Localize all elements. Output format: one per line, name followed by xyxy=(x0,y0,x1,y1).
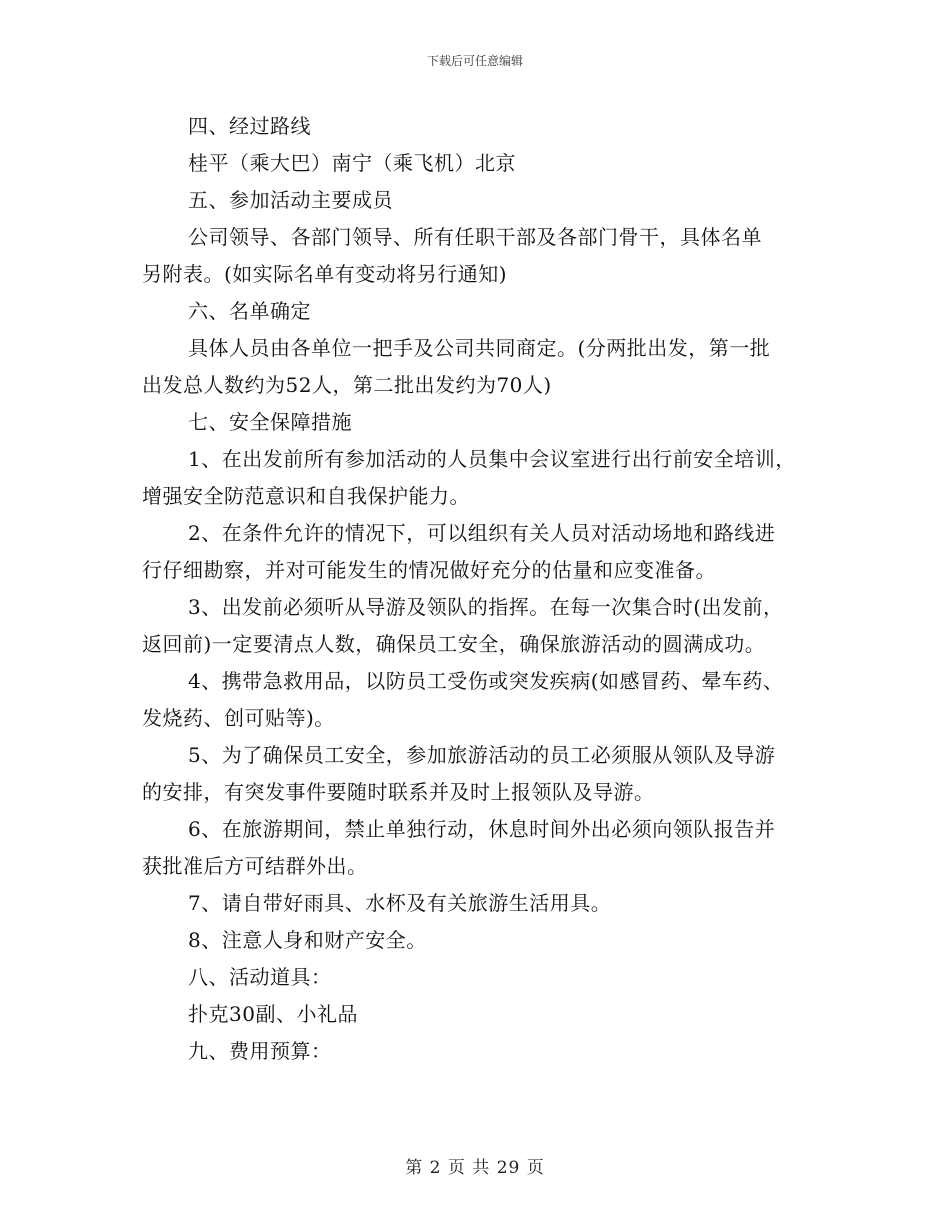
text-line: 五、参加活动主要成员 xyxy=(188,188,393,212)
page-footer: 第 2 页 共 29 页 xyxy=(405,1158,545,1178)
text-line: 扑克30副、小礼品 xyxy=(188,1002,358,1026)
text-line: 6、在旅游期间，禁止单独行动，休息时间外出必须向领队报告并 xyxy=(188,817,776,841)
text-line: 7、请自带好雨具、水杯及有关旅游生活用具。 xyxy=(188,891,612,915)
text-line: 行仔细勘察，并对可能发生的情况做好充分的估量和应变准备。 xyxy=(142,558,716,582)
text-line: 公司领导、各部门领导、所有任职干部及各部门骨干，具体名单 xyxy=(188,225,762,249)
text-line: 返回前)一定要清点人数，确保员工安全，确保旅游活动的圆满成功。 xyxy=(142,632,766,656)
text-line: 六、名单确定 xyxy=(188,299,311,323)
text-line: 5、为了确保员工安全，参加旅游活动的员工必须服从领队及导游 xyxy=(188,743,776,767)
text-line: 获批准后方可结群外出。 xyxy=(142,854,368,878)
text-line: 8、注意人身和财产安全。 xyxy=(188,928,427,952)
text-line: 发烧药、创可贴等)。 xyxy=(142,706,335,730)
text-line: 九、费用预算： xyxy=(188,1039,332,1063)
text-line: 的安排，有突发事件要随时联系并及时上报领队及导游。 xyxy=(142,780,655,804)
text-line: 增强安全防范意识和自我保护能力。 xyxy=(142,484,470,508)
text-line: 具体人员由各单位一把手及公司共同商定。(分两批出发，第一批 xyxy=(188,336,771,360)
text-line: 2、在条件允许的情况下，可以组织有关人员对活动场地和路线进 xyxy=(188,521,776,545)
text-line: 八、活动道具： xyxy=(188,965,332,989)
text-line: 七、安全保障措施 xyxy=(188,410,352,434)
page-header: 下载后可任意编辑 xyxy=(426,54,523,68)
document-body xyxy=(142,108,812,1070)
text-line: 3、出发前必须听从导游及领队的指挥。在每一次集合时(出发前， xyxy=(188,595,784,619)
text-line: 出发总人数约为52人，第二批出发约为70人) xyxy=(142,373,552,397)
text-line: 四、经过路线 xyxy=(188,114,311,138)
text-line: 1、在出发前所有参加活动的人员集中会议室进行出行前安全培训， xyxy=(188,447,796,471)
text-line: 另附表。(如实际名单有变动将另行通知) xyxy=(142,262,508,286)
text-line: 4、携带急救用品，以防员工受伤或突发疾病(如感冒药、晕车药、 xyxy=(188,669,784,693)
text-line: 桂平（乘大巴）南宁（乘飞机）北京 xyxy=(188,151,516,175)
